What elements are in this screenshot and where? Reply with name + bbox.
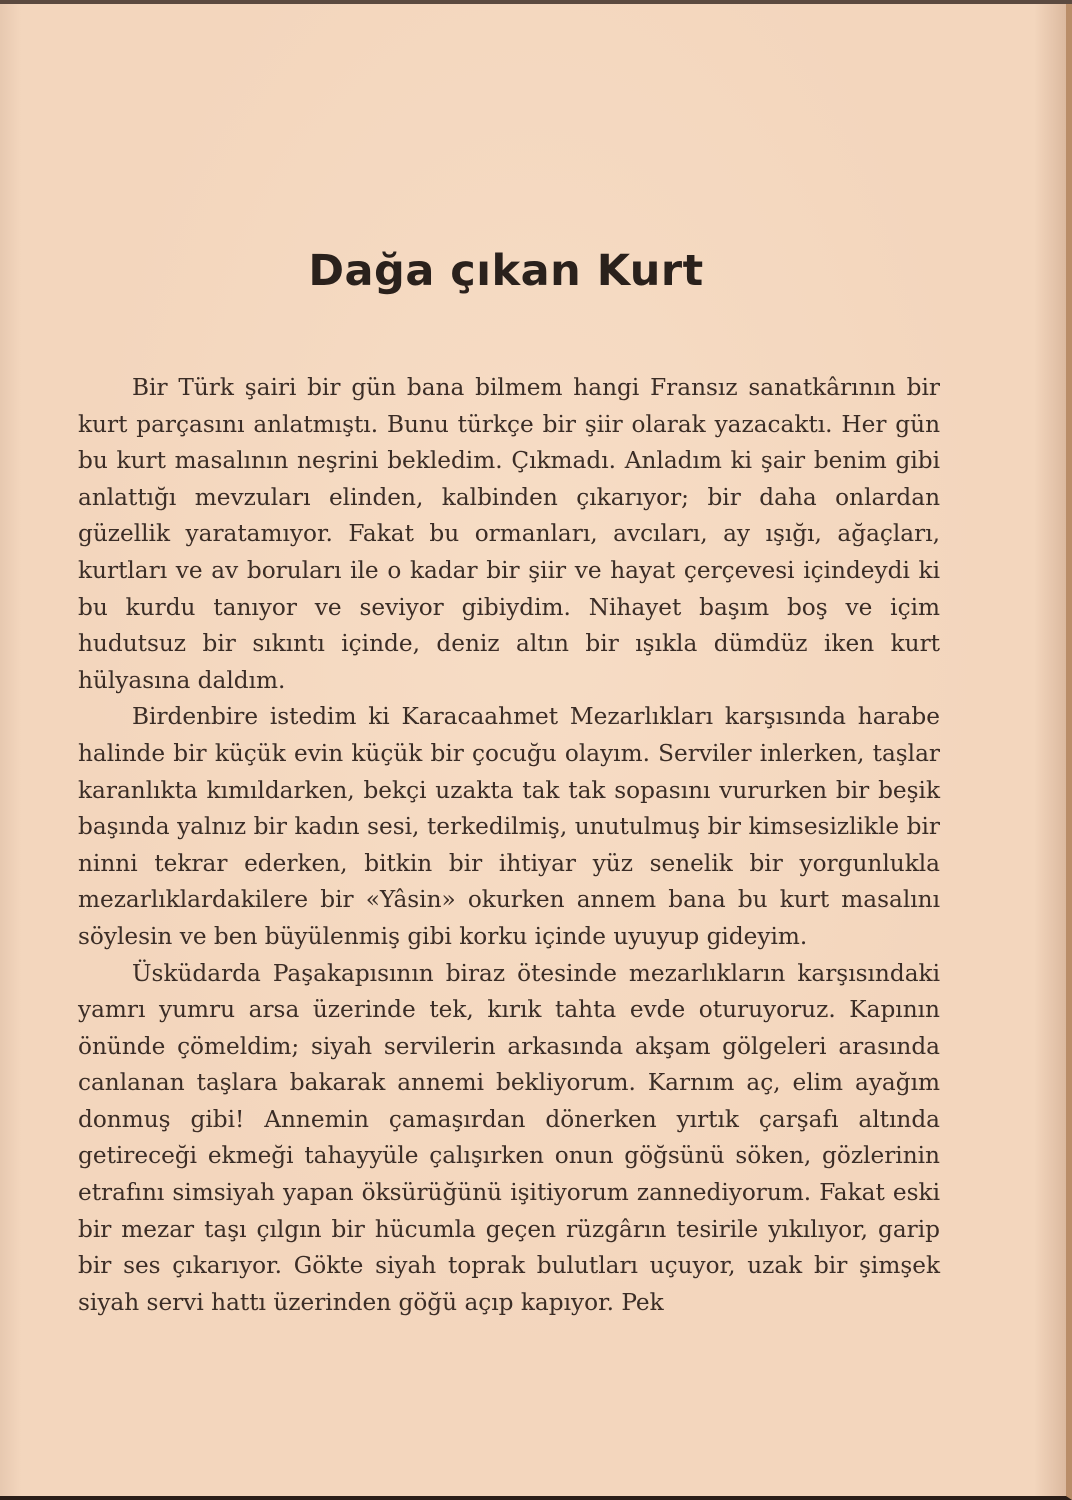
page-top-edge <box>0 0 1072 4</box>
body-text <box>78 370 940 1321</box>
paragraph-2: Birdenbire istedim ki Karacaahmet Mezarlıkları karşısında harabe halinde bir küçük evin küçük bir çocuğu olayım. Serviler inlerken, taşlar karanlıkta kımıldarken, bekçi uzakta tak tak sopasını vururken bir beşik başında yalnız bir kadın sesi, terkedilmiş, unutulmuş bir kimsesizlikle bir ninni tekrar ederken, bitkin bir ihtiyar yüz senelik bir yorgunlukla mezarlıklardakilere bir «Yâsin» okurken annem bana bu kurt masalını söylesin ve ben büyülenmiş gibi korku içinde uyuyup gideyim. <box>78 703 940 950</box>
paragraph-1: Bir Türk şairi bir gün bana bilmem hangi Fransız sanatkârının bir kurt parçasını anlatmıştı. Bunu türkçe bir şiir olarak yazacaktı. Her gün bu kurt masalının neşrini bekledim. Çıkmadı. Anladım ki şair benim gibi anlattığı mevzuları elinden, kalbinden çıkarıyor; bir daha onlardan güzellik yaratamıyor. Fakat bu ormanları, avcıları, ay ışığı, ağaçları, kurtları ve av boruları ile o kadar bir şiir ve hayat çerçevesi içindeydi ki bu kurdu tanıyor ve seviyor gibiydim. Nihayet başım boş ve içim hudutsuz bir sıkıntı içinde, deniz altın bir ışıkla dümdüz iken kurt hülyasına daldım. <box>78 374 940 694</box>
chapter-title: Dağa çıkan Kurt <box>308 246 704 296</box>
paragraph-3: Üsküdarda Paşakapısının biraz ötesinde mezarlıkların karşısındaki yamrı yumru arsa üzerinde tek, kırık tahta evde oturuyoruz. Kapının önünde çömeldim; siyah servilerin arkasında akşam gölgeleri arasında canlanan taşlara bakarak annemi bekliyorum. Karnım aç, elim ayağım donmuş gibi! Annemin çamaşırdan dönerken yırtık çarşafı altında getireceği ekmeği tahayyüle çalışırken onun göğsünü söken, gözlerinin etrafını simsiyah yapan öksürüğünü işitiyorum zannediyorum. Fakat eski bir mezar taşı çılgın bir hücumla geçen rüzgârın tesirile yıkılıyor, garip bir ses çıkarıyor. Gökte siyah toprak bulutları uçuyor, uzak bir şimşek siyah servi hattı üzerinden göğü açıp kapıyor. Pek <box>78 959 940 1316</box>
